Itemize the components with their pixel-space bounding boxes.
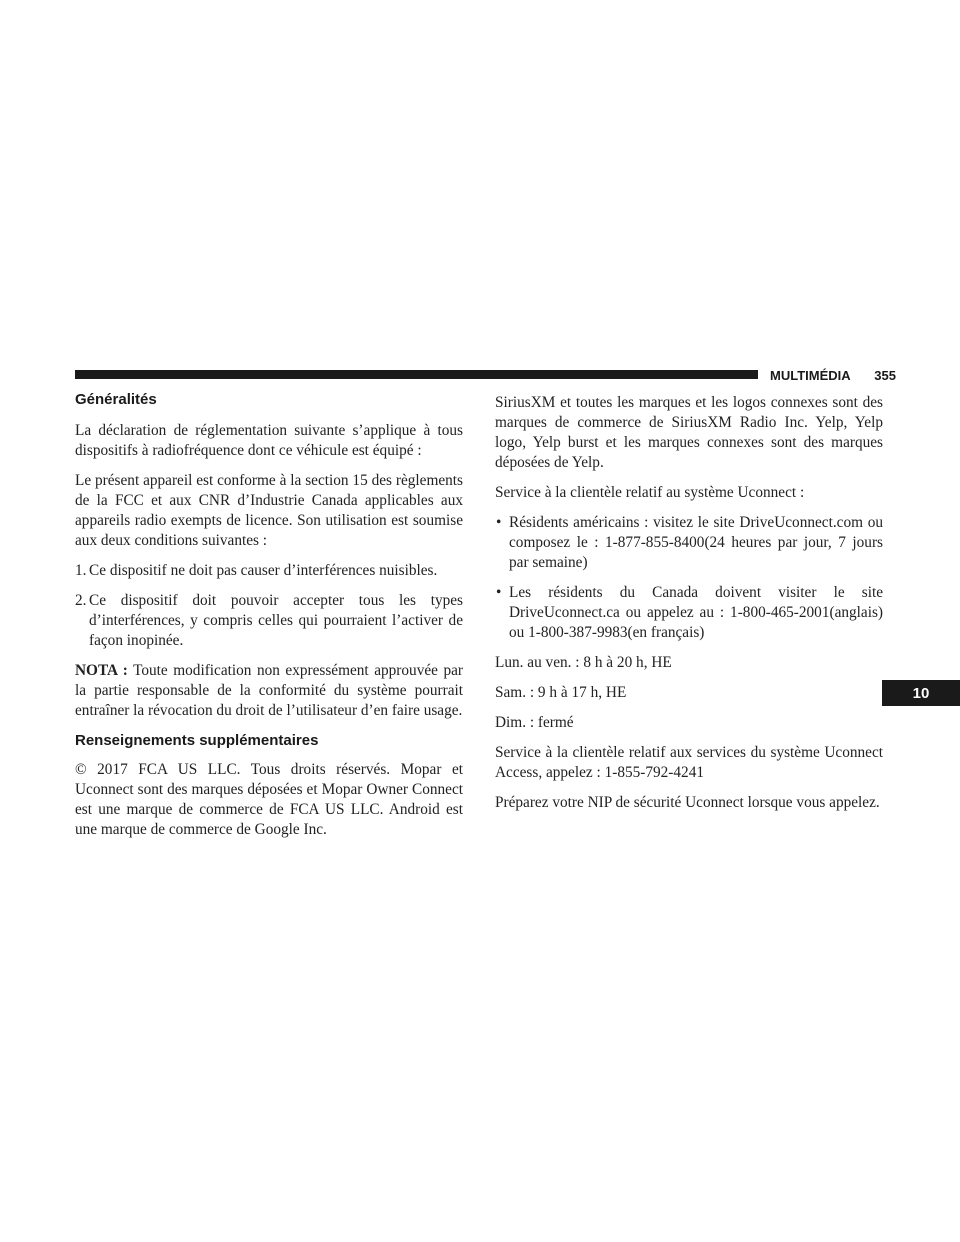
page-number: 355 <box>874 367 896 383</box>
section-title: MULTIMÉDIA <box>770 367 851 383</box>
item-number: 1. <box>75 562 87 579</box>
paragraph: © 2017 FCA US LLC. Tous droits réservés. Mopar et Uconnect sont des marques déposées et Mopar Owner Connect est une marque de commerce de FCA US LLC. Android est une marque de commerce de Google Inc. <box>75 761 463 838</box>
numbered-item <box>75 561 463 581</box>
right-column <box>495 393 883 823</box>
heading-generalites: Généralités <box>75 391 157 408</box>
header-rule <box>75 370 758 379</box>
hours-line: Lun. au ven. : 8 h à 20 h, HE <box>495 654 672 671</box>
paragraph: Service à la clientèle relatif au système Uconnect : <box>495 484 805 501</box>
paragraph: SiriusXM et toutes les marques et les logos connexes sont des marques de commerce de SiriusXM Radio Inc. Yelp, Yelp logo, Yelp burst et les marques connexes sont des marques déposées de Yelp. <box>495 394 883 471</box>
chapter-tab: 10 <box>882 680 960 706</box>
paragraph: Le présent appareil est conforme à la section 15 des règlements de la FCC et aux CNR d’Industrie Canada applicables aux appareils radio exempts de licence. Son utilisation est soumise aux deux conditions suivantes : <box>75 472 463 549</box>
paragraph: Service à la clientèle relatif aux services du système Uconnect Access, appelez : 1-855-792-4241 <box>495 744 883 781</box>
bullet-item <box>495 583 883 643</box>
note-paragraph <box>75 661 463 721</box>
paragraph: Préparez votre NIP de sécurité Uconnect lorsque vous appelez. <box>495 794 880 811</box>
bullet-icon: • <box>496 514 502 531</box>
running-header <box>770 365 896 385</box>
bullet-icon: • <box>496 584 502 601</box>
note-label: NOTA : <box>75 662 128 679</box>
item-text: Ce dispositif ne doit pas causer d’interférences nuisibles. <box>89 562 438 579</box>
paragraph: La déclaration de réglementation suivante s’applique à tous dispositifs à radiofréquence dont ce véhicule est équipé : <box>75 422 463 459</box>
item-number: 2. <box>75 592 87 609</box>
left-column <box>75 390 463 850</box>
note-text: Toute modification non expressément approuvée par la partie responsable de la conformité du système pourrait entraîner la révocation du droit de l’utilisateur d’en faire usage. <box>75 662 463 719</box>
bullet-text: Résidents américains : visitez le site DriveUconnect.com ou composez le : 1-877-855-8400(24 heures par jour, 7 jours par semaine) <box>509 514 883 571</box>
hours-line: Dim. : fermé <box>495 714 574 731</box>
bullet-text: Les résidents du Canada doivent visiter le site DriveUconnect.ca ou appelez au : 1-800-465-2001(anglais) ou 1-800-387-9983(en français) <box>509 584 883 641</box>
heading-renseignements: Renseignements supplémentaires <box>75 732 319 749</box>
numbered-item <box>75 591 463 651</box>
hours-line: Sam. : 9 h à 17 h, HE <box>495 684 627 701</box>
bullet-item <box>495 513 883 573</box>
item-text: Ce dispositif doit pouvoir accepter tous les types d’interférences, y compris celles qui pourraient l’activer de façon inopinée. <box>89 592 463 649</box>
